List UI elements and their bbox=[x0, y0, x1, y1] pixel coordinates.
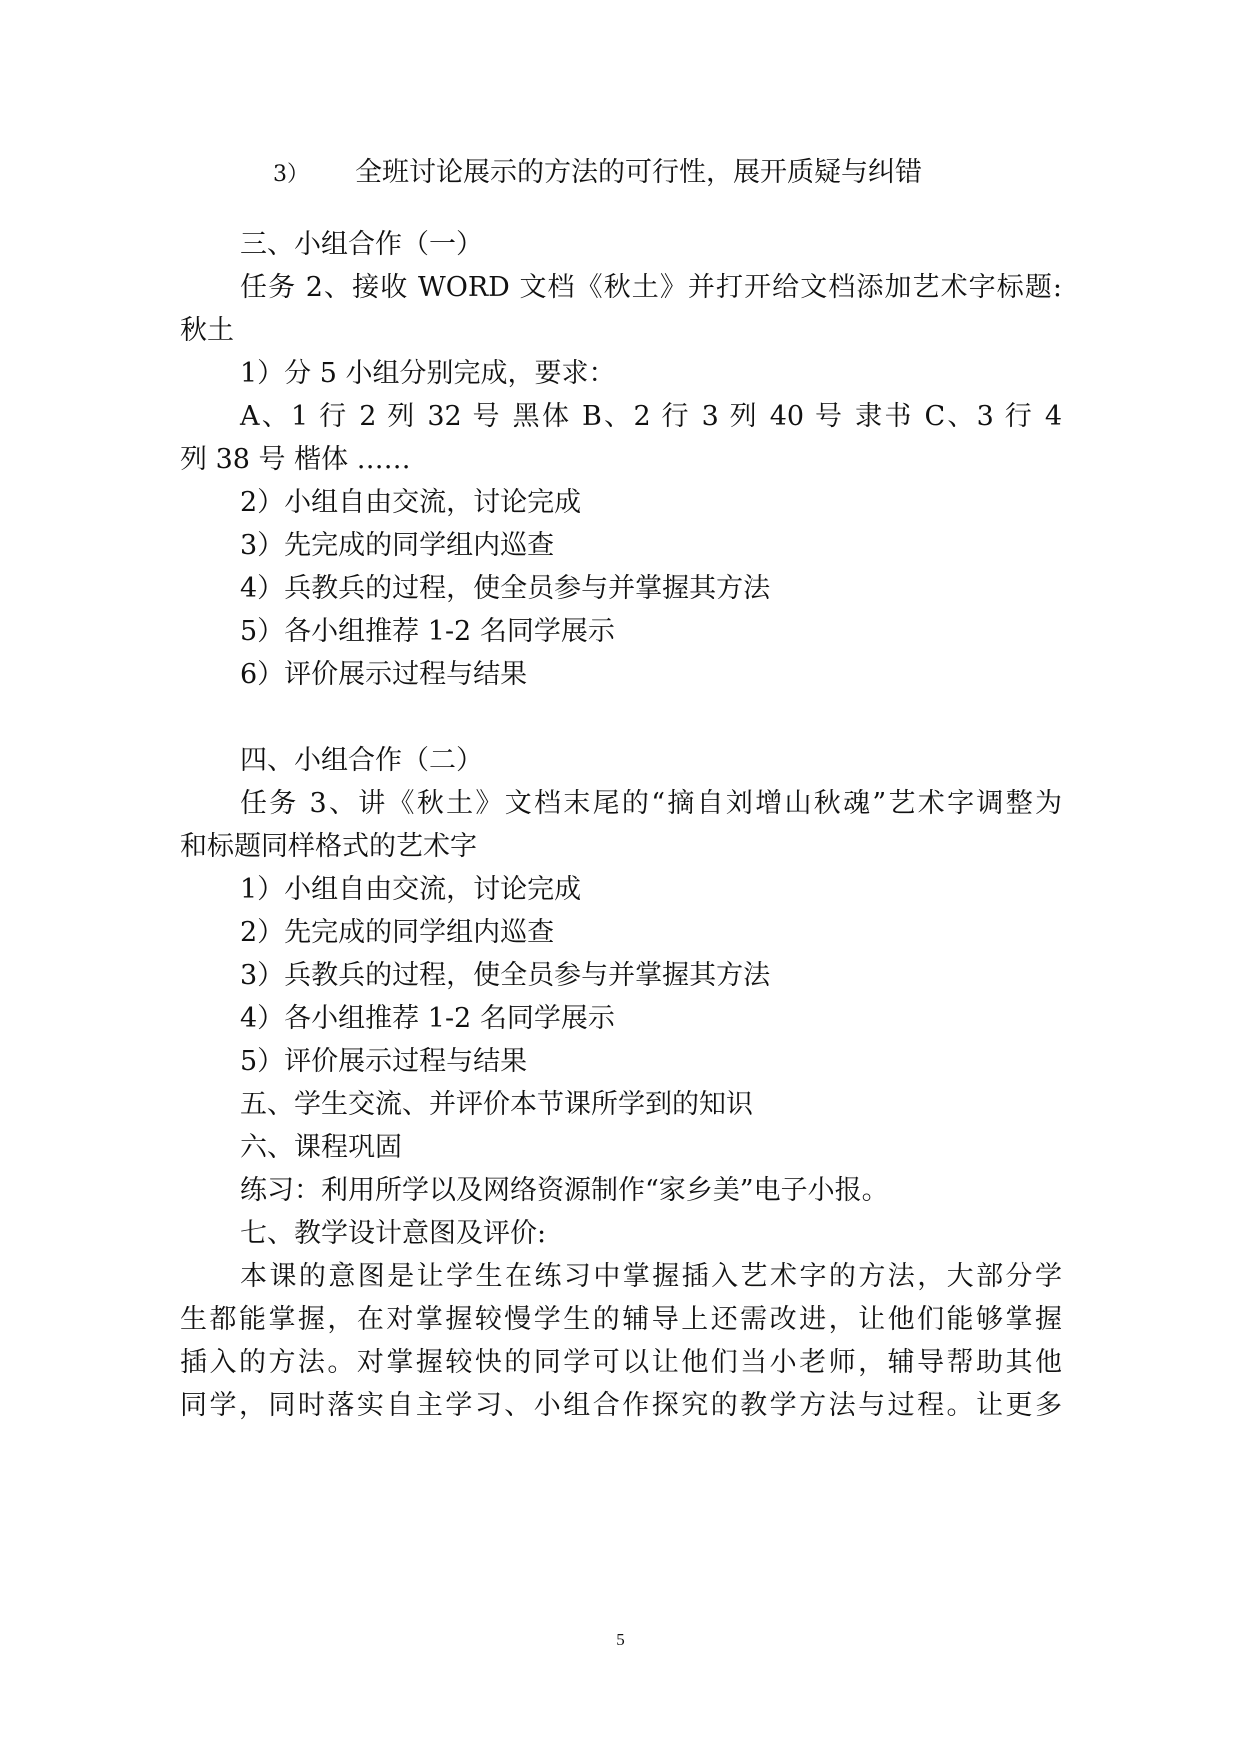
section-heading: 六、课程巩固 bbox=[240, 1132, 402, 1163]
list-marker: 3） bbox=[273, 162, 309, 187]
list-item: 1）小组自由交流，讨论完成 bbox=[240, 874, 582, 905]
paragraph-line: 本课的意图是让学生在练习中掌握插入艺术字的方法，大部分学 bbox=[240, 1261, 1062, 1292]
paragraph-line: 插入的方法。对掌握较快的同学可以让他们当小老师，辅导帮助其他 bbox=[180, 1347, 1062, 1378]
section-heading: 三、小组合作（一） bbox=[240, 229, 483, 260]
task-text: 和标题同样格式的艺术字 bbox=[180, 831, 477, 862]
list-item: 4）兵教兵的过程，使全员参与并掌握其方法 bbox=[240, 573, 771, 604]
section-heading: 七、教学设计意图及评价: bbox=[240, 1218, 547, 1249]
paragraph-line: 同学，同时落实自主学习、小组合作探究的教学方法与过程。让更多 bbox=[180, 1390, 1062, 1421]
task-text: 秋土 bbox=[180, 315, 234, 346]
list-item: 4）各小组推荐 1-2 名同学展示 bbox=[240, 1003, 615, 1034]
list-item: 2）先完成的同学组内巡查 bbox=[240, 917, 555, 948]
list-item: 列 38 号 楷体 …… bbox=[180, 444, 411, 475]
list-item: 5）评价展示过程与结果 bbox=[240, 1046, 528, 1077]
list-item: 6）评价展示过程与结果 bbox=[240, 659, 528, 690]
task-text: 任务 2、接收 WORD 文档《秋土》并打开给文档添加艺术字标题: bbox=[240, 272, 1062, 303]
list-item: 全班讨论展示的方法的可行性，展开质疑与纠错 bbox=[355, 157, 922, 188]
section-heading: 四、小组合作（二） bbox=[240, 745, 483, 776]
exercise-text: 练习：利用所学以及网络资源制作“家乡美”电子小报。 bbox=[240, 1175, 889, 1206]
page-number: 5 bbox=[616, 1630, 625, 1649]
paragraph-line: 生都能掌握，在对掌握较慢学生的辅导上还需改进，让他们能够掌握 bbox=[180, 1304, 1062, 1335]
list-item: 5）各小组推荐 1-2 名同学展示 bbox=[240, 616, 615, 647]
task-text: 任务 3、讲《秋土》文档末尾的“摘自刘增山秋魂”艺术字调整为 bbox=[240, 788, 1062, 819]
list-item: 2）小组自由交流，讨论完成 bbox=[240, 487, 582, 518]
list-item: 3）兵教兵的过程，使全员参与并掌握其方法 bbox=[240, 960, 771, 991]
section-heading: 五、学生交流、并评价本节课所学到的知识 bbox=[240, 1089, 753, 1120]
list-item: 3）先完成的同学组内巡查 bbox=[240, 530, 555, 561]
list-item: 1）分 5 小组分别完成，要求： bbox=[240, 358, 616, 389]
list-item: A、1 行 2 列 32 号 黑体 B、2 行 3 列 40 号 隶书 C、3 行 4 bbox=[240, 401, 1062, 432]
